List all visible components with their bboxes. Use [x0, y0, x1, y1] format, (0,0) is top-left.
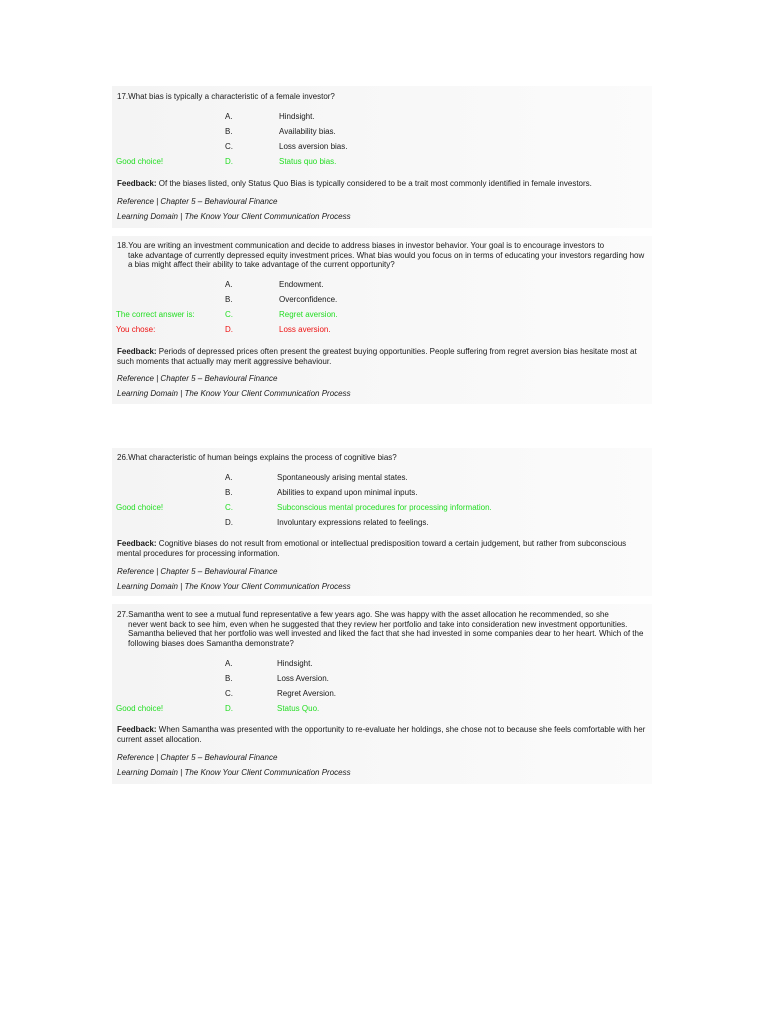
- feedback-text: Periods of depressed prices often present the greatest buying opportunities. People suffering from regret aversion bias hesitate most at such moments that actually may merit aggressive behaviour.: [117, 347, 637, 366]
- option-a: [112, 280, 652, 292]
- option-letter: D.: [225, 157, 233, 166]
- option-letter: A.: [225, 659, 233, 668]
- option-letter: B.: [225, 127, 233, 136]
- question-text: [117, 241, 649, 270]
- learning-domain: Learning Domain | The Know Your Client Communication Process: [117, 582, 351, 591]
- feedback-text: Cognitive biases do not result from emotional or intellectual predisposition toward a certain judgement, but rather from subconscious mental procedures for processing information.: [117, 539, 627, 558]
- question-text: [117, 610, 649, 648]
- option-text: Status Quo.: [277, 704, 320, 713]
- option-status: Good choice!: [116, 157, 164, 166]
- option-letter: B.: [225, 674, 233, 683]
- option-text: Endowment.: [279, 280, 324, 289]
- option-status: Good choice!: [116, 503, 164, 512]
- reference: Reference | Chapter 5 – Behavioural Finance: [117, 567, 278, 576]
- question-block-17: [112, 86, 652, 228]
- reference: Reference | Chapter 5 – Behavioural Finance: [117, 197, 278, 206]
- option-b: [112, 488, 652, 500]
- option-text: Hindsight.: [279, 112, 315, 121]
- option-text: Spontaneously arising mental states.: [277, 473, 408, 482]
- question-stem: What bias is typically a characteristic of a female investor?: [128, 92, 335, 101]
- learning-domain: Learning Domain | The Know Your Client Communication Process: [117, 212, 351, 221]
- question-stem: You are writing an investment communication and decide to address biases in investor behavior. Your goal is to encourage investors to: [128, 241, 605, 250]
- feedback-label: Feedback:: [117, 347, 157, 356]
- option-text: Subconscious mental procedures for processing information.: [277, 503, 492, 512]
- option-a: [112, 112, 652, 124]
- question-stem: Samantha went to see a mutual fund representative a few years ago. She was happy with the asset allocation he recommended, so she: [128, 610, 609, 619]
- option-c: [112, 310, 652, 322]
- option-letter: C.: [225, 503, 233, 512]
- option-text: Overconfidence.: [279, 295, 338, 304]
- option-letter: C.: [225, 310, 233, 319]
- question-stem: What characteristic of human beings explains the process of cognitive bias?: [128, 453, 397, 462]
- feedback: [117, 725, 647, 744]
- option-text: Availability bias.: [279, 127, 336, 136]
- option-letter: A.: [225, 112, 233, 121]
- option-letter: B.: [225, 295, 233, 304]
- option-b: [112, 674, 652, 686]
- question-block-18: [112, 236, 652, 404]
- learning-domain: Learning Domain | The Know Your Client Communication Process: [117, 768, 351, 777]
- question-number: 17.: [117, 92, 129, 101]
- feedback-label: Feedback:: [117, 725, 157, 734]
- option-letter: D.: [225, 518, 233, 527]
- option-b: [112, 127, 652, 139]
- option-letter: D.: [225, 704, 233, 713]
- option-a: [112, 473, 652, 485]
- reference: Reference | Chapter 5 – Behavioural Finance: [117, 753, 278, 762]
- option-text: Status quo bias.: [279, 157, 337, 166]
- option-letter: C.: [225, 142, 233, 151]
- option-letter: D.: [225, 325, 233, 334]
- option-text: Loss Aversion.: [277, 674, 329, 683]
- feedback: [117, 539, 647, 558]
- reference: Reference | Chapter 5 – Behavioural Finance: [117, 374, 278, 383]
- question-number: 26.: [117, 453, 129, 462]
- question-text: [117, 453, 649, 463]
- option-letter: B.: [225, 488, 233, 497]
- question-text: [117, 92, 649, 102]
- feedback: [117, 179, 647, 189]
- option-letter: A.: [225, 280, 233, 289]
- feedback-text: When Samantha was presented with the opportunity to re-evaluate her holdings, she chose not to because she feels comfortable with her current asset allocation.: [117, 725, 646, 744]
- option-text: Hindsight.: [277, 659, 313, 668]
- feedback-label: Feedback:: [117, 539, 157, 548]
- option-letter: A.: [225, 473, 233, 482]
- option-d: [112, 157, 652, 169]
- option-text: Regret aversion.: [279, 310, 338, 319]
- option-text: Regret Aversion.: [277, 689, 336, 698]
- question-block-27: [112, 604, 652, 784]
- option-c: [112, 142, 652, 154]
- question-number: 27.: [117, 610, 129, 619]
- option-text: Loss aversion.: [279, 325, 331, 334]
- learning-domain: Learning Domain | The Know Your Client Communication Process: [117, 389, 351, 398]
- option-letter: C.: [225, 689, 233, 698]
- question-continuation: never went back to see him, even when he suggested that they review her portfolio and take into consideration new investment opportunities. Samantha believed that her portfolio was well invested and liked the fact that she had invested in some companies dear to her heart. Which of the following biases does Samantha demonstrate?: [128, 619, 644, 648]
- option-c: [112, 689, 652, 701]
- question-number: 18.: [117, 241, 129, 250]
- feedback-label: Feedback:: [117, 179, 157, 188]
- option-text: Abilities to expand upon minimal inputs.: [277, 488, 418, 497]
- option-a: [112, 659, 652, 671]
- option-text: Involuntary expressions related to feelings.: [277, 518, 429, 527]
- option-d: [112, 518, 652, 530]
- option-b: [112, 295, 652, 307]
- option-d: [112, 704, 652, 716]
- option-status: You chose:: [116, 325, 156, 334]
- option-d: [112, 325, 652, 337]
- question-continuation: take advantage of currently depressed equity investment prices. What bias would you focus on in terms of educating your investors regarding how a bias might affect their ability to take advantage of the current opportunity?: [128, 250, 645, 269]
- option-text: Loss aversion bias.: [279, 142, 348, 151]
- feedback-text: Of the biases listed, only Status Quo Bias is typically considered to be a trait most commonly identified in female investors.: [156, 179, 592, 188]
- feedback: [117, 347, 647, 366]
- option-status: The correct answer is:: [116, 310, 195, 319]
- option-status: Good choice!: [116, 704, 164, 713]
- option-c: [112, 503, 652, 515]
- question-block-26: [112, 448, 652, 596]
